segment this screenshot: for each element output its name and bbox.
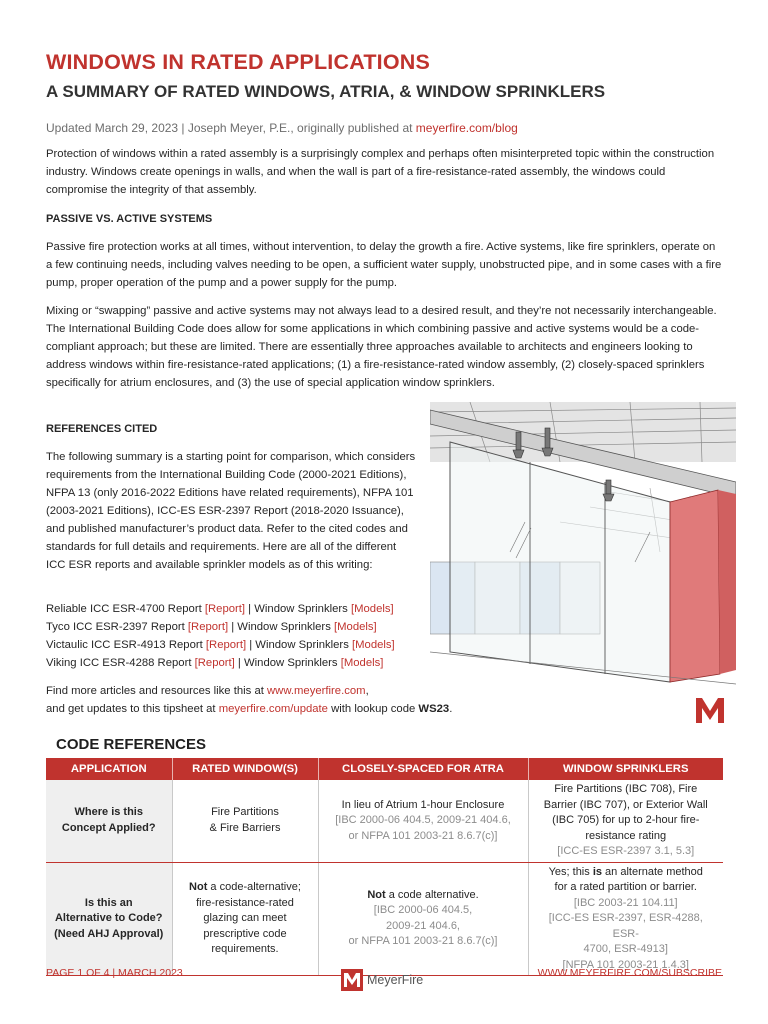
meyerfire-logo-icon <box>341 969 363 991</box>
column-header: CLOSELY-SPACED FOR ATRA <box>318 758 528 780</box>
page-title: WINDOWS IN RATED APPLICATIONS <box>46 50 431 74</box>
models-link[interactable]: [Models] <box>340 657 384 669</box>
row-header-cell: Where is this Concept Applied? <box>46 780 172 862</box>
reference-line-reliable: Reliable ICC ESR-4700 Report [Report] | Window Sprinklers [Models] <box>46 603 394 615</box>
table-row <box>46 862 723 976</box>
brand-name: MeyerFire <box>367 973 424 987</box>
byline-text: Updated March 29, 2023 | Joseph Meyer, P.E., originally published at <box>46 121 416 135</box>
lookup-code: WS23 <box>418 703 450 715</box>
updates-line: and get updates to this tipsheet at meyerfire.com/update with lookup code WS23. <box>46 703 453 715</box>
byline <box>46 121 518 135</box>
passive-active-paragraph-2: Mixing or “swapping” passive and active systems may not always lead to a desired result, and they’re not necessarily interchangeable. The International Building Code does allow for some applications in which combining passive and active systems would be a code-compliant approach; but these are limited. There are essentially three approaches available to architects and engineers looking to address windows within fire-resistance-rated applications; (1) a fire-resistance-rated window assembly, (2) closely-spaced sprinklers specifically for atrium enclosures, and (3) the use of special application window sprinklers. <box>46 305 717 389</box>
references-paragraph: The following summary is a starting point for comparison, which considers requirements from the International Building Code (2000-2021 Editions), NFPA 13 (only 2016-2022 Editions have related requirements), NFPA 101 (2003-2021 Editions), ICC-ES ESR-2397 Report (2018-2020 Issuance), and published manufacturer’s product data. Refer to the cited codes and standards for full details and requirements. Here are all of the different ICC ESR reports and available sprinkler models as of this writing: <box>46 451 416 571</box>
more-resources-line: Find more articles and resources like this at www.meyerfire.com, <box>46 685 369 697</box>
code-references-table <box>46 758 723 976</box>
references-heading: REFERENCES CITED <box>46 423 158 435</box>
reference-line-viking: Viking ICC ESR-4288 Report [Report] | Window Sprinklers [Models] <box>46 657 384 669</box>
rated-window-cell: Not a code-alternative; fire-resistance-rated glazing can meet prescriptive code requirements. <box>172 862 318 976</box>
meyerfire-link[interactable]: www.meyerfire.com <box>267 685 366 697</box>
column-header: RATED WINDOW(S) <box>172 758 318 780</box>
intro-paragraph: Protection of windows within a rated assembly is a surprisingly complex and perhaps often misinterpreted topic within the construction industry. Windows create openings in walls, and when the wall is part of a fire-resistance-rated assembly, the windows could compromise the integrity of that assembly. <box>46 148 715 196</box>
table-row <box>46 780 723 862</box>
passive-active-heading: PASSIVE VS. ACTIVE SYSTEMS <box>46 213 213 225</box>
report-link[interactable]: [Report] <box>204 603 246 615</box>
subscribe-link[interactable]: WWW.MEYERFIRE.COM/SUBSCRIBE <box>537 967 722 979</box>
passive-active-paragraph-1: Passive fire protection works at all times, without intervention, to delay the growth a fire. Active systems, like fire sprinklers, operate on a few continuing needs, including valves needing to be open, a sufficient water supply, unobstructed pipe, and in some cases with a fire pump, proper operation of the pump and a power supply for the pump. <box>46 241 722 289</box>
table-header-row <box>46 758 723 780</box>
atria-cell: Not a code alternative. [IBC 2000-06 404.5, 2009-21 404.6, or NFPA 101 2003-21 8.6.7(c)] <box>318 862 528 976</box>
report-link[interactable]: [Report] <box>187 621 229 633</box>
report-link[interactable]: [Report] <box>194 657 235 669</box>
models-link[interactable]: [Models] <box>350 603 394 615</box>
page-subtitle: A SUMMARY OF RATED WINDOWS, ATRIA, & WINDOW SPRINKLERS <box>46 82 606 101</box>
reference-line-tyco: Tyco ICC ESR-2397 Report [Report] | Window Sprinklers [Models] <box>46 621 377 633</box>
window-sprinklers-cell: Fire Partitions (IBC 708), Fire Barrier (IBC 707), or Exterior Wall (IBC 705) for up to 2-hour fire- resistance rating [ICC-ES ESR-2397 3.1, 5.3] <box>528 780 723 862</box>
code-references-title: CODE REFERENCES <box>56 736 207 753</box>
rated-window-cell: Fire Partitions & Fire Barriers <box>172 780 318 862</box>
row-header-cell: Is this an Alternative to Code? (Need AHJ Approval) <box>46 862 172 976</box>
models-link[interactable]: [Models] <box>334 621 377 633</box>
window-sprinkler-illustration <box>430 402 736 688</box>
meyerfire-logo-icon <box>693 693 727 727</box>
report-link[interactable]: [Report] <box>205 639 247 651</box>
atria-cell: In lieu of Atrium 1-hour Enclosure [IBC 2000-06 404.5, 2009-21 404.6, or NFPA 101 2003-21 8.6.7(c)] <box>318 780 528 862</box>
footer-brand <box>341 968 423 992</box>
column-header: APPLICATION <box>46 758 172 780</box>
reference-line-victaulic: Victaulic ICC ESR-4913 Report [Report] | Window Sprinklers [Models] <box>46 639 395 651</box>
update-link[interactable]: meyerfire.com/update <box>218 703 328 715</box>
blog-link[interactable]: meyerfire.com/blog <box>415 121 518 135</box>
column-header: WINDOW SPRINKLERS <box>528 758 723 780</box>
models-link[interactable]: [Models] <box>352 639 395 651</box>
page-number: PAGE 1 OF 4 | MARCH 2023 <box>46 967 183 979</box>
window-sprinklers-cell: Yes; this is an alternate method for a rated partition or barrier. [IBC 2003-21 104.11] [ICC-ES ESR-2397, ESR-4288, ESR- 4700, ESR-4913] [NFPA 101 2003-21 1.4.3] <box>528 862 723 976</box>
